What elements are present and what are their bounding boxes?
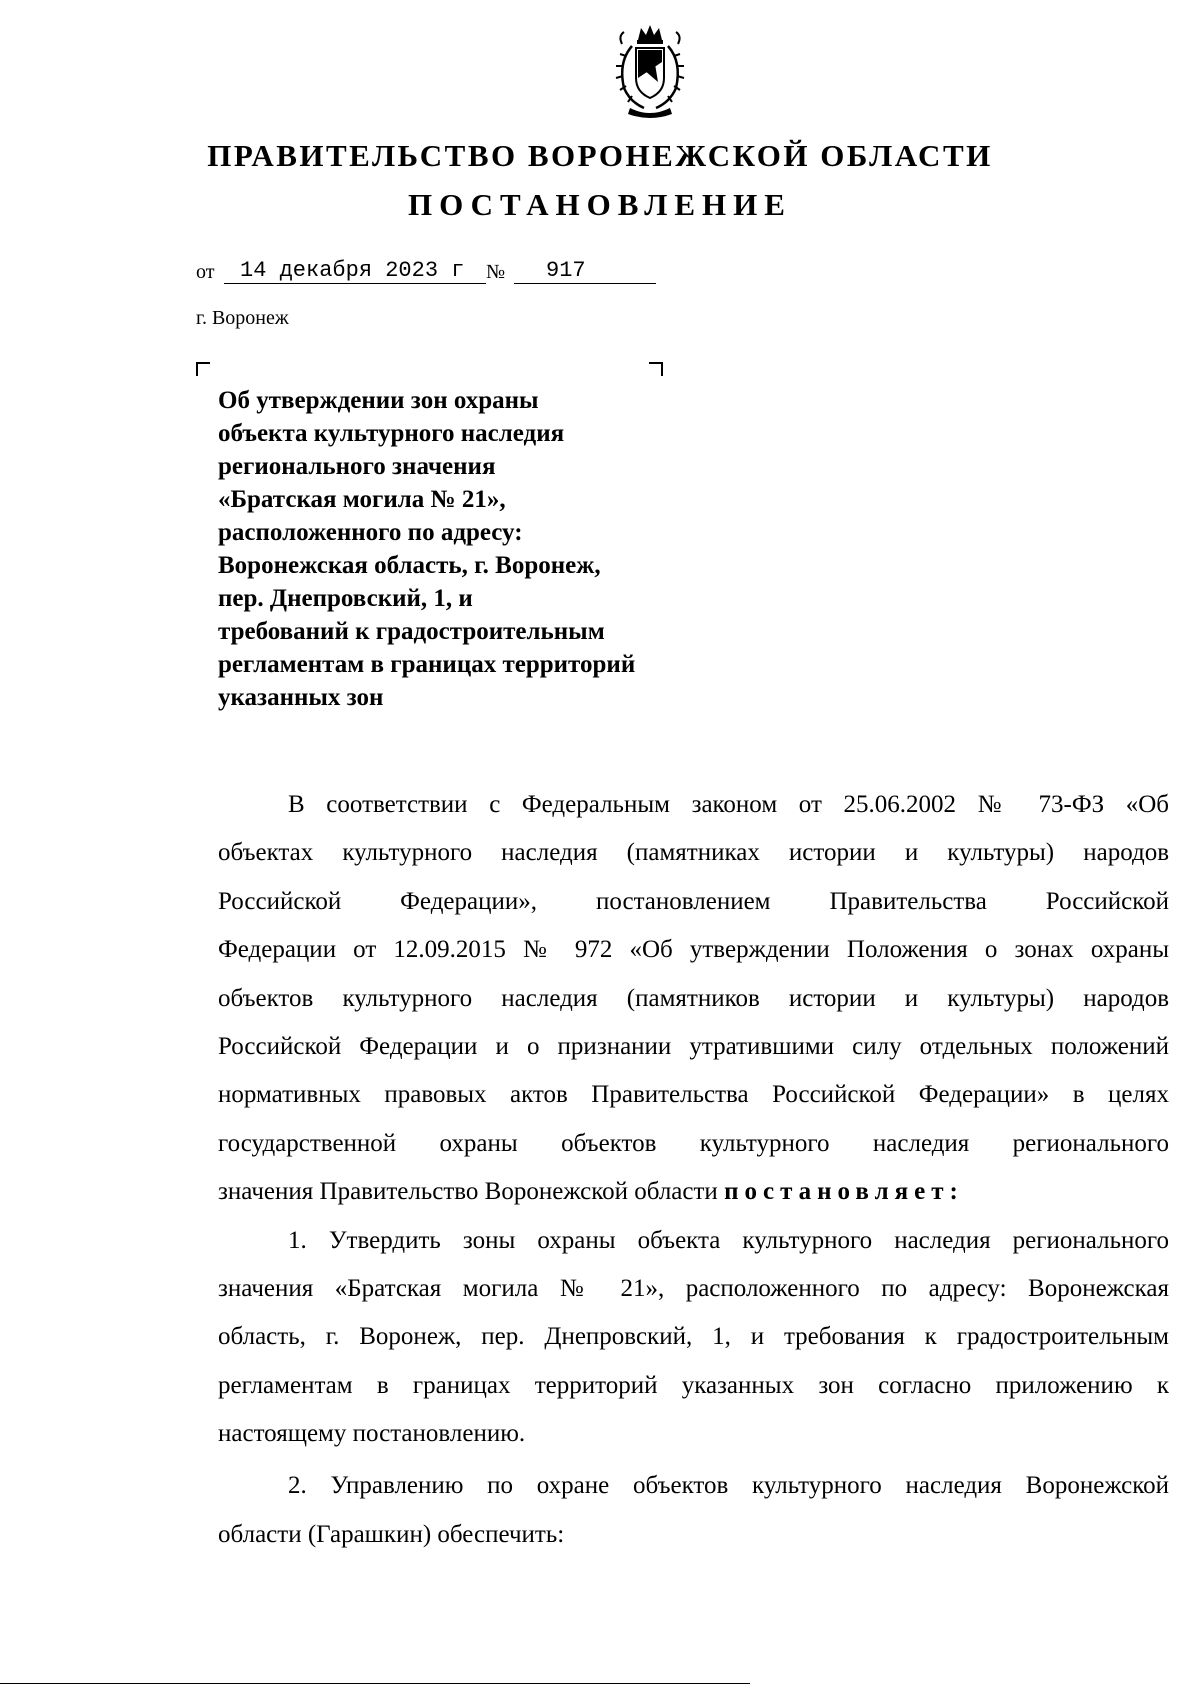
document-type: ПОСТАНОВЛЕНИЕ: [408, 187, 792, 222]
subject-line: расположенного по адресу:: [218, 519, 523, 546]
document-date: 14 декабря 2023 г: [224, 258, 486, 284]
subject-line: объекта культурного наследия: [218, 420, 565, 447]
item1-line: настоящему постановлению.: [218, 1420, 526, 1448]
date-number-line: [196, 250, 676, 290]
subject-bracket-left: [196, 362, 210, 376]
item2-line: 2. Управлению по охране объектов культурного наследия Воронежской: [288, 1472, 1169, 1500]
preamble-last-line: [218, 1168, 1169, 1216]
subject-line: Об утверждении зон охраны: [218, 387, 539, 414]
preamble-line: Российской Федерации», постановлением Правительства Российской: [218, 887, 1169, 915]
city: г. Воронеж: [196, 307, 289, 329]
item1-line: 1. Утвердить зоны охраны объекта культурного наследия регионального: [288, 1226, 1169, 1254]
preamble-line: Федерации от 12.09.2015 № 972 «Об утверждении Положения о зонах охраны: [218, 936, 1169, 964]
item1-line: значения «Братская могила № 21», расположенного по адресу: Воронежская: [218, 1274, 1169, 1302]
subject-bracket-right: [649, 362, 663, 376]
government-title: ПРАВИТЕЛЬСТВО ВОРОНЕЖСКОЙ ОБЛАСТИ: [207, 138, 993, 173]
item1-line: область, г. Воронеж, пер. Днепровский, 1, и требования к градостроительным: [218, 1323, 1169, 1351]
preamble-line: нормативных правовых актов Правительства Российской Федерации» в целях: [218, 1081, 1169, 1109]
preamble-last-text: значения Правительство Воронежской области: [218, 1178, 718, 1206]
subject-line: «Братская могила № 21»,: [218, 486, 506, 513]
item2-line: области (Гарашкин) обеспечить:: [218, 1520, 565, 1548]
footer-rule: [0, 1683, 750, 1684]
from-label: от: [196, 261, 215, 283]
number-label: №: [486, 261, 506, 283]
preamble-line: В соответствии с Федеральным законом от 25.06.2002 № 73-ФЗ «Об: [288, 791, 1169, 818]
subject-line: регламентам в границах территорий: [218, 651, 636, 678]
preamble-line: объектах культурного наследия (памятниках истории и культуры) народов: [218, 839, 1169, 867]
document-body: [218, 781, 1169, 1559]
subject-line: указанных зон: [218, 684, 384, 711]
subject-line: регионального значения: [218, 453, 496, 480]
preamble-line: Российской Федерации и о признании утратившими силу отдельных положений: [218, 1032, 1169, 1060]
coat-of-arms-emblem: [608, 22, 692, 122]
subject-line: пер. Днепровский, 1, и: [218, 585, 473, 612]
document-number: 917: [514, 258, 656, 284]
subject-line: Воронежская область, г. Воронеж,: [218, 552, 601, 579]
document-subject: [218, 384, 718, 714]
preamble-line: государственной охраны объектов культурного наследия регионального: [218, 1129, 1169, 1157]
item1-line: регламентам в границах территорий указанных зон согласно приложению к: [218, 1371, 1169, 1399]
preamble-line: объектов культурного наследия (памятников истории и культуры) народов: [218, 984, 1169, 1012]
decides-word: постановляет:: [724, 1178, 964, 1206]
subject-line: требований к градостроительным: [218, 618, 605, 645]
